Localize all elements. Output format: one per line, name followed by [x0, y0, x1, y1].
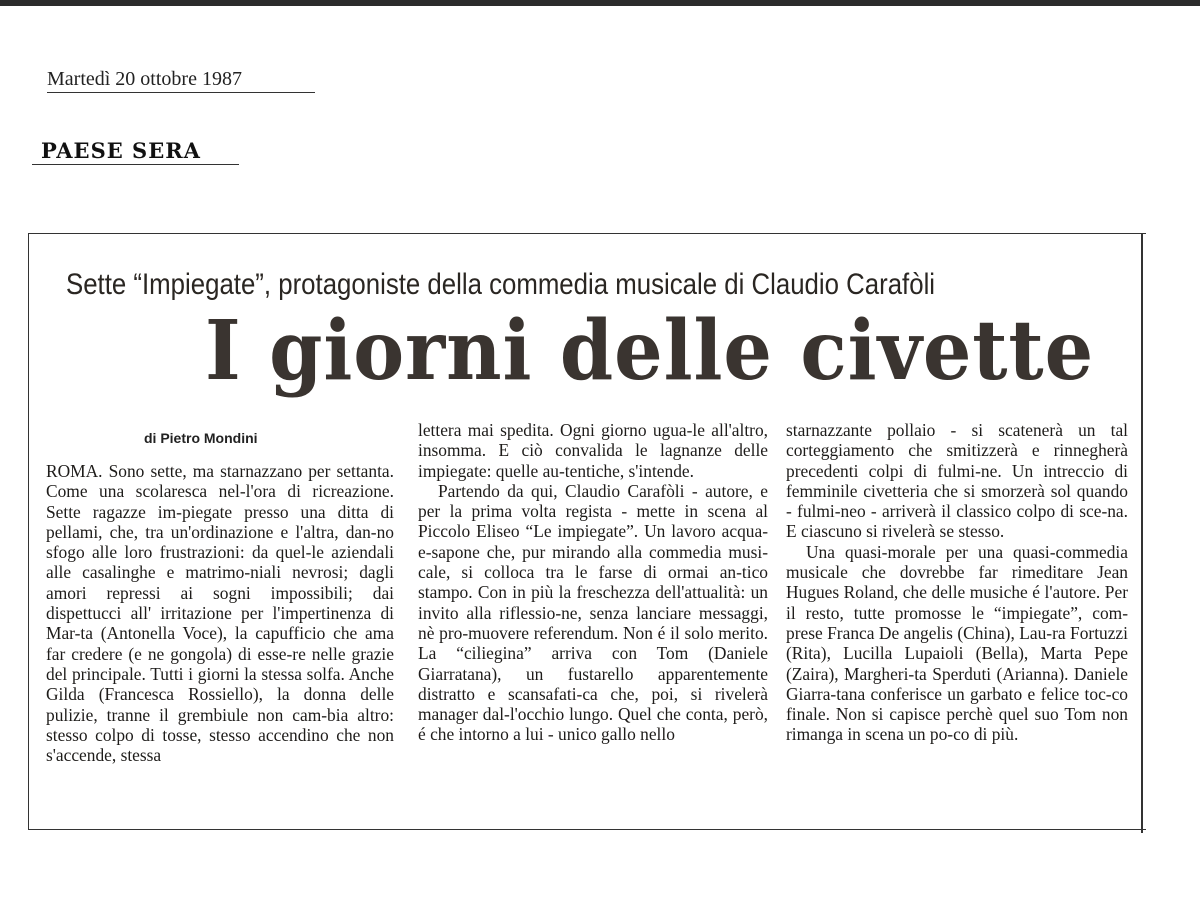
- column-3-paragraph-1: starnazzante pollaio - si scatenerà un tal corteggiamento che smitizzerà e rinnegherà precedenti colpi di fulmi-ne. Un intreccio di femminile civetteria che si smorzerà sol quando - fulmi-neo - arriverà il classico colpo di sce-na. E ciascuno si rivelerà se stesso.: [786, 420, 1128, 542]
- article-headline: I giorni delle civette: [205, 303, 1095, 399]
- article-kicker: Sette “Impiegate”, protagoniste della commedia musicale di Claudio Carafòli: [66, 268, 936, 301]
- article-column-1: [46, 461, 394, 765]
- column-1-paragraph-1: ROMA. Sono sette, ma starnazzano per settanta. Come una scolaresca nel-l'ora di ricreazione. Sette ragazze im-piegate presso una ditta di pellami, che, tra un'ordinazione e l'altra, dan-no sfogo alle loro frustrazioni: da quel-le aziendali alle casalinghe e matrimo-niali nevrosi; dagli amori repressi ai sogni impossibili; dai dispettucci all' irritazione per l'impertinenza di Mar-ta (Antonella Voce), la capufficio che ama far credere (e ne gongola) di esse-re nelle grazie del principale. Tutti i giorni la stessa solfa. Anche Gilda (Francesca Rossiello), la donna delle pulizie, tranne il grembiule non cam-bia altro: stesso colpo di tosse, stesso accendino che non s'accende, stessa: [46, 461, 394, 766]
- article-frame-right-rule: [1141, 233, 1143, 833]
- article-column-3: [786, 420, 1128, 745]
- top-border-rule: [0, 0, 1200, 6]
- article-column-2: [418, 420, 768, 745]
- article-byline: di Pietro Mondini: [144, 430, 258, 446]
- column-2-paragraph-2: Partendo da qui, Claudio Carafòli - autore, e per la prima volta regista - mette in scena al Piccolo Eliseo “Le impiegate”. Un lavoro acqua-e-sapone che, pur mirando alla commedia musi-cale, si colloca tra le farse di ormai an-tico stampo. Con in più la freschezza dell'attualità: un invito alla riflessio-ne, senza lanciare messaggi, nè pro-muovere referendum. Non é il solo merito. La “ciliegina” arriva con Tom (Daniele Giarratana), un fustarello apparentemente distratto e scansafati-ca che, poi, si rivelerà manager dal-l'occhio lungo. Quel che conta, però, é che intorno a lui - unico gallo nello: [418, 480, 768, 745]
- newspaper-masthead: PAESE SERA: [32, 138, 239, 165]
- publication-date: Martedì 20 ottobre 1987: [47, 68, 315, 93]
- column-3-paragraph-2: Una quasi-morale per una quasi-commedia musicale che dovrebbe far rimeditare Jean Hugues Roland, che delle musiche é l'autore. Per il resto, tutte promosse le “impiegate”, com-prese Franca De angelis (China), Lau-ra Fortuzzi (Rita), Lucilla Lupaioli (Bella), Marta Pepe (Zaira), Margheri-ta Sperduti (Arianna). Daniele Giarra-tana conferisce un garbato e felice toc-co finale. Non si capisce perchè quel suo Tom non rimanga in scena un po-co di più.: [786, 541, 1128, 745]
- column-2-paragraph-1: lettera mai spedita. Ogni giorno ugua-le all'altro, insomma. E ciò convalida le lagnanze delle impiegate: quelle au-tentiche, s'intende.: [418, 420, 768, 481]
